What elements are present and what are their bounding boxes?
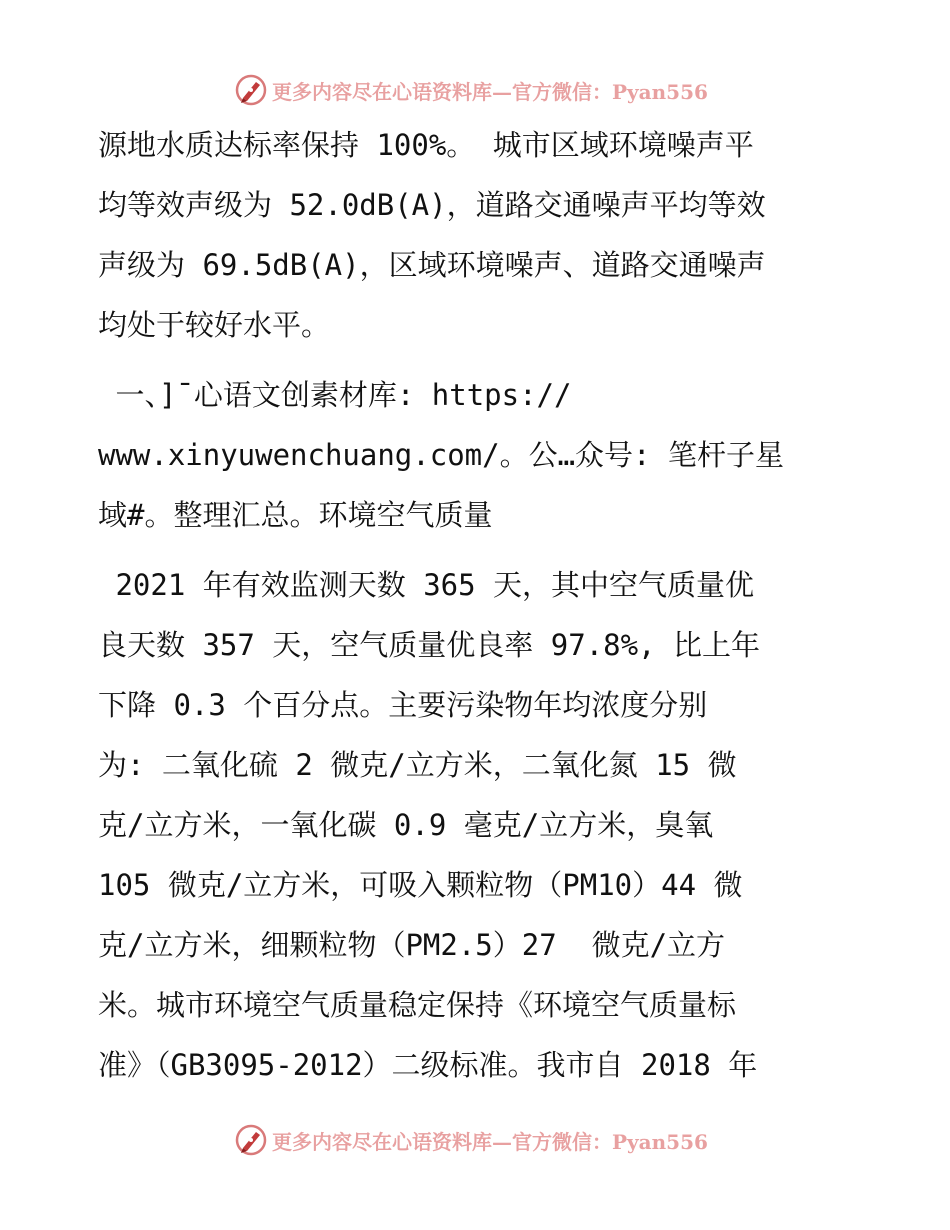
text-line: 一、]¯心语文创素材库: https://	[98, 378, 572, 412]
text-line: 声级为 69.5dB(A)，区域环境噪声、道路交通噪声	[98, 248, 766, 282]
text-line: 2021 年有效监测天数 365 天，其中空气质量优	[98, 568, 755, 602]
text-line: www.xinyuwenchuang.com/。公…众号: 笔杆子星	[98, 438, 784, 472]
header-watermark-text: 更多内容尽在心语资料库—官方微信：Pyan556	[272, 79, 708, 104]
text-line: 均等效声级为 52.0dB(A)，道路交通噪声平均等效	[98, 188, 766, 222]
header-watermark-banner	[234, 70, 794, 110]
text-line: 源地水质达标率保持 100%。 城市区域环境噪声平	[98, 128, 754, 162]
pen-logo-icon	[234, 73, 268, 107]
text-line: 米。城市环境空气质量稳定保持《环境空气质量标	[98, 988, 737, 1022]
text-line: 105 微克/立方米，可吸入颗粒物（PM10）44 微	[98, 868, 743, 902]
footer-watermark-text: 更多内容尽在心语资料库—官方微信：Pyan556	[272, 1129, 708, 1154]
text-line: 均处于较好水平。	[98, 308, 331, 342]
pen-logo-icon	[234, 1123, 268, 1157]
text-line: 良天数 357 天，空气质量优良率 97.8%, 比上年	[98, 628, 760, 662]
footer-watermark-banner	[234, 1120, 794, 1160]
text-line: 域#。整理汇总。环境空气质量	[98, 498, 493, 532]
text-line: 准》（GB3095-2012）二级标准。我市自 2018 年	[98, 1048, 758, 1082]
text-line: 克/立方米，一氧化碳 0.9 毫克/立方米，臭氧	[98, 808, 714, 842]
text-line: 为: 二氧化硫 2 微克/立方米，二氧化氮 15 微	[98, 748, 737, 782]
text-line: 下降 0.3 个百分点。主要污染物年均浓度分别	[98, 688, 708, 722]
text-line: 克/立方米，细颗粒物（PM2.5）27 微克/立方	[98, 928, 726, 962]
